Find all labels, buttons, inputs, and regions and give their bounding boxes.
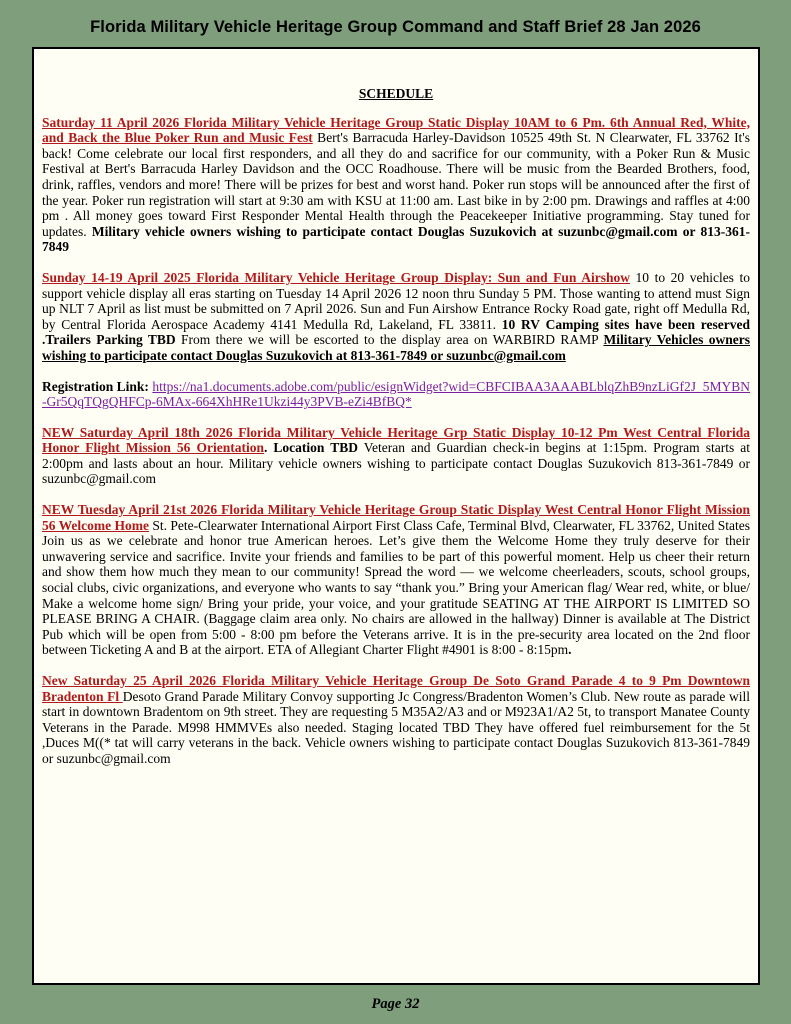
- event-title: Sunday 14-19 April 2025 Florida Military Vehicle Heritage Group Display: Sun and Fun Airshow: [42, 269, 630, 285]
- event-title: New Saturday 25 April 2026 Florida Military Vehicle Heritage Group De Soto Grand Parade 4 to 9 Pm Downtown Bradenton Fl: [42, 673, 750, 704]
- event-title: Saturday 11 April 2026 Florida Military Vehicle Heritage Group Static Display 10AM to 6 Pm. 6th Annual Red, White, and Back the Blue Poker Run and Music Fest: [42, 114, 750, 146]
- event-camping-note: 10 RV Camping sites have been reserved .Trailers Parking TBD: [42, 316, 750, 348]
- event-body: Bert's Barracuda Harley-Davidson 10525 49th St. N Clearwater, FL 33762 It's back! Come celebrate our local first responders, and all they do and sacrifice for our community, with a Poker Run & Music Festival at Bert's Barracuda Harley Davidson and the OCC Roadhouse. There will be music from the Bearded Brothers, food, drink, raffles, vendors and more! There will be prizes for best and worst hand. Poker run stops will be announced after the first of the year. Poker run registration will start at 9:30 am with KSU at 11:00 am. Last bike in by 2:00 pm. Drawings and raffles at 4:00 pm . All money goes toward First Responder Mental Health through the Peacekeeper Initiative programming. Stay tuned for updates.: [42, 130, 750, 239]
- registration-block: [42, 379, 750, 410]
- event-location: . Location TBD: [263, 440, 358, 456]
- schedule-heading: SCHEDULE: [358, 86, 434, 101]
- event-body: Veteran and Guardian check-in begins at 1:15pm. Program starts at 2:00pm and lasts about an hour. Military vehicle owners wishing to participate contact Douglas Suzukovich 813-361-7849 or suzunbc@gmail.com: [42, 440, 750, 487]
- event-title: NEW Tuesday April 21st 2026 Florida Military Vehicle Heritage Group Static Display West Central Honor Flight Mission 56 Welcome Home: [42, 502, 750, 533]
- page-header-title: Florida Military Vehicle Heritage Group Command and Staff Brief 28 Jan 2026: [90, 18, 701, 36]
- event-body: Desoto Grand Parade Military Convoy supporting Jc Congress/Bradenton Women’s Club. New route as parade will start in downtown Bradentom on 9th street. They are requesting 5 M35A2/A3 and or M923A1/A2 5t, to transport Manatee County Veterans in the Parade. M998 HMMVEs also needed. Staging located TBD They have offered fuel reimbursement for the 5t ,Duces M((* tat will carry veterans in the back. Vehicle owners wishing to participate contact Douglas Suzukovich 813-361-7849 or suzunbc@gmail.com: [42, 688, 750, 766]
- event-item: [42, 425, 750, 487]
- event-item: [42, 115, 750, 255]
- event-item: [42, 270, 750, 364]
- event-contact: Military Vehicles owners wishing to participate contact Douglas Suzukovich at 813-361-7849 or suzunbc@gmail.com: [42, 332, 750, 363]
- event-body: From there we will be escorted to the display area on WARBIRD RAMP: [175, 332, 604, 348]
- event-title: NEW Saturday April 18th 2026 Florida Military Vehicle Heritage Grp Static Display 10-12 Pm West Central Florida Honor Flight Mission 56 Orientation: [42, 424, 750, 456]
- event-item: [42, 673, 750, 767]
- event-contact: Military vehicle owners wishing to participate contact Douglas Suzukovich at suzunbc@gmail.com or 813-361-7849: [42, 223, 750, 255]
- event-body: 10 to 20 vehicles to support vehicle display all eras starting on Tuesday 14 April 2026 12 noon thru Sunday 5 PM. Those wanting to attend must Sign up NLT 7 April as list must be submitted on 7 April 2026. Sun and Fun Airshow Entrance Rocky Road gate, right off Medulla Rd, by Central Florida Aerospace Academy 4141 Medulla Rd, Lakeland, FL 33811.: [42, 269, 750, 332]
- event-body: St. Pete-Clearwater International Airport First Class Cafe, Terminal Blvd, Clearwater, FL 33762, United States Join us as we celebrate and honor true American heroes. Let’s give them the Welcome Home they truly deserve for their unwavering service and sacrifice. Invite your friends and families to be part of this powerful moment. Help us cheer their return and show them how much they mean to our community! Spread the word — we welcome cheerleaders, scouts, school groups, social clubs, civic organizations, and everyone who wants to say “thank you.” Bring your American flag/ Wear red, white, or blue/ Make a welcome home sign/ Bring your pride, your voice, and your gratitude SEATING AT THE AIRPORT IS LIMITED SO PLEASE BRING A CHAIR. (Baggage claim area only. No chairs are allowed in the hallway) Dinner is available at The District Pub which will be open from 5:00 - 8:00 pm before the Veterans arrive. It is in the pre-security area located on the 2nd floor between Ticketing A and B at the airport. ETA of Allegiant Charter Flight #4901 is 8:00 - 8:15pm: [42, 517, 750, 658]
- event-body-end: .: [568, 642, 572, 658]
- event-item: [42, 502, 750, 658]
- page-number: Page 32: [371, 996, 420, 1012]
- registration-label: Registration Link:: [42, 378, 149, 394]
- registration-link[interactable]: https://na1.documents.adobe.com/public/esignWidget?wid=CBFCIBAA3AAABLblqZhB9nzLiGf2J_5MYBN-Gr5QqTQgQHFCp-6MAx-664XhHRe1Ukzi44y3PVB-eZi4BfBQ*: [42, 378, 750, 410]
- schedule-content: [42, 86, 750, 782]
